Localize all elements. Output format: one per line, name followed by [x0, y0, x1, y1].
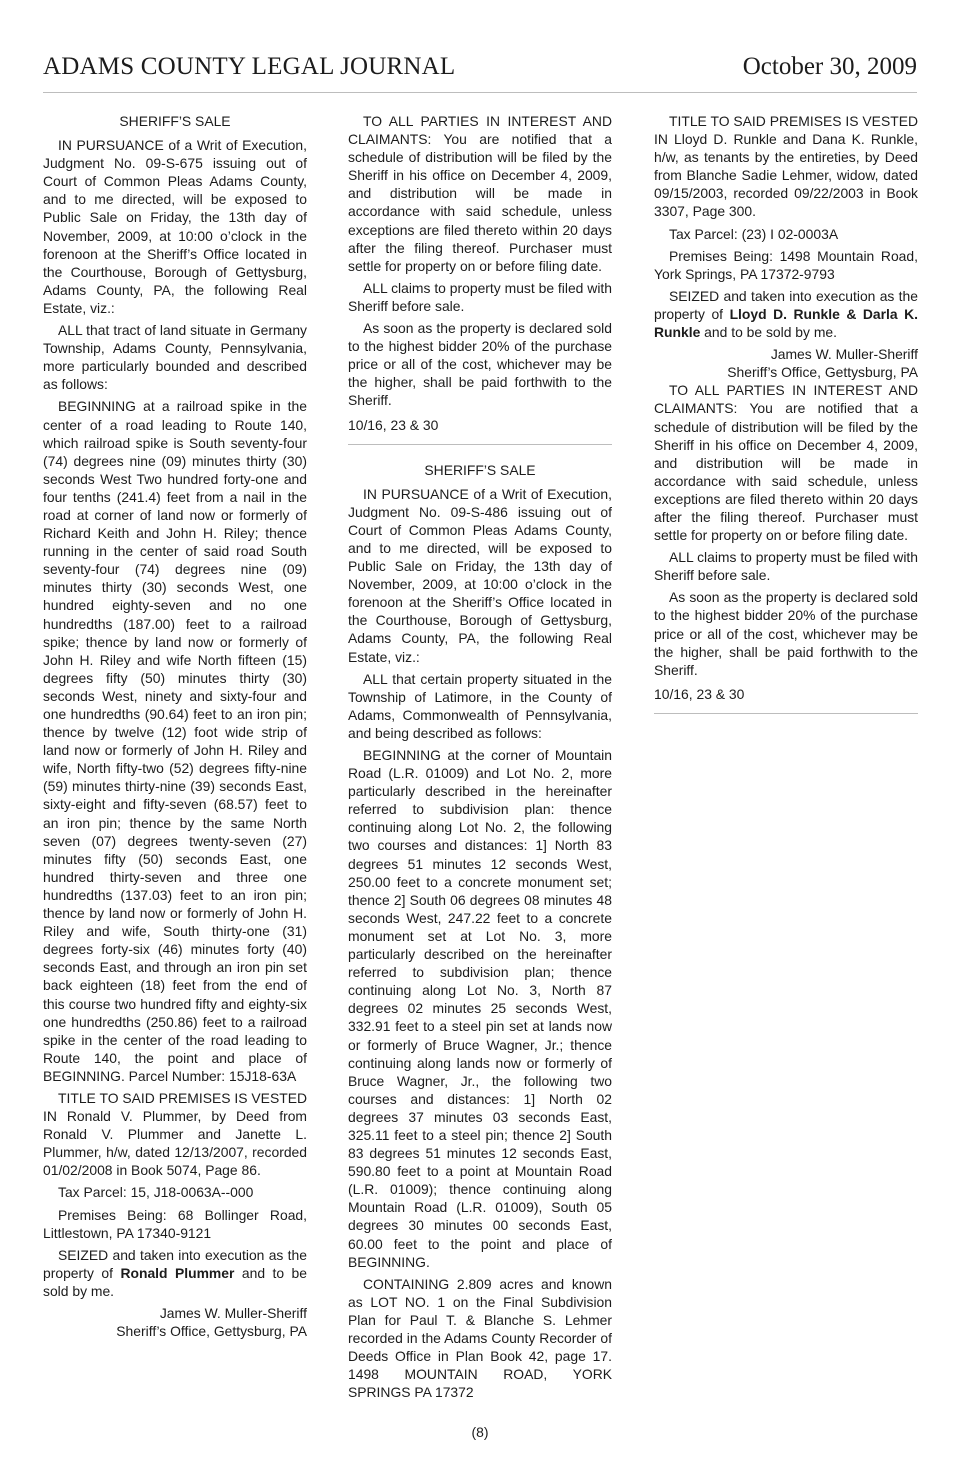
notice-2-tax-parcel: Tax Parcel: (23) I 02-0003A: [669, 225, 839, 242]
notice-2-property: ALL that certain property situated in the Township of Latimore, in the County of Adams, Commonwealth of Pennsylvania, and being described as follows:: [348, 670, 612, 741]
notice-1-parties: TO ALL PARTIES IN INTEREST AND CLAIMANTS: You are notified that a schedule of distribution will be filed by the Sheriff in his office on December 4, 2009, and distribution will be made in accordance with said schedule, unless exceptions are filed thereto within 20 days after the filing thereof. Purchaser must settle for property on or before filing date.: [348, 113, 612, 274]
notice-1-run-dates: 10/16, 23 & 30: [348, 416, 439, 433]
notice-2-run-dates: 10/16, 23 & 30: [654, 685, 745, 702]
notice-2-title: TITLE TO SAID PREMISES IS VESTED IN Lloyd D. Runkle and Dana K. Runkle, h/w, as tenants by the entireties, by Deed from Blanche Sadie Lehmer, widow, dated 09/15/2003, recorded 09/22/2003 in Book 3307, Page 300.: [654, 113, 918, 220]
notice-2-beginning: BEGINNING at the corner of Mountain Road (L.R. 01009) and Lot No. 2, more particularly described in the hereinafter referred to subdivision plan: thence continuing along Lot No. 2, the following two courses and distances: 1] North 83 degrees 51 minutes 12 seconds West, 250.00 feet to a concrete monument set; thence 2] South 06 degrees 08 minutes 48 seconds West, 247.22 feet to a concrete monument set at Lot No. 3, more particularly described on the hereinafter referred to subdivision plan; thence continuing along Lot No. 3, North 87 degrees 02 minutes 25 seconds West, 332.91 feet to a steel pin set at lands now or formerly of Bruce Wagner, Jr.; thence continuing along lands now or formerly of Bruce Wagner, Jr., the following two courses and distances: 1] North 02 degrees 37 minutes 03 seconds East, 325.11 feet to a steel pin; thence 2] South 83 degrees 51 minutes 12 seconds East, 590.80 feet to a point at Mountain Road (L.R. 01009); thence continuing along Mountain Road (L.R. 01009), South 05 degrees 30 minutes 00 seconds East, 60.00 feet to the point and place of BEGINNING.: [348, 747, 612, 1270]
notice-1-pursuance: IN PURSUANCE of a Writ of Execution, Judgment No. 09-S-675 issuing out of Court of Common Pleas Adams County, and to me directed, will be exposed to Public Sale on Friday, the 13th day of November, 2009, at 10:00 o’clock in the forenoon at the Sheriff’s Office located in the Courthouse, Borough of Gettysburg, Adams County, PA, the following Real Estate, viz.:: [43, 137, 307, 316]
notice-1-heading: SHERIFF’S SALE: [119, 113, 231, 129]
issue-date: October 30, 2009: [742, 53, 917, 80]
notice-divider: [348, 444, 612, 445]
notice-1-declared: As soon as the property is declared sold to the highest bidder 20% of the purchase price or all of the cost, whichever may be the higher, shall be paid forthwith to the Sheriff.: [348, 320, 612, 409]
notice-2-sheriff-name: James W. Muller-Sheriff: [770, 346, 918, 363]
notice-1-premises: Premises Being: 68 Bollinger Road, Littlestown, PA 17340-9121: [43, 1206, 307, 1241]
notice-2-containing: CONTAINING 2.809 acres and known as LOT NO. 1 on the Final Subdivision Plan for Paul T. & Blanche S. Lehmer recorded in the Adams County Recorder of Deeds Office in Plan Book 42, page 17. 1498 MOUNTAIN ROAD, YORK SPRINGS PA 17372: [348, 1275, 612, 1401]
notice-1-sheriff-name: James W. Muller-Sheriff: [159, 1305, 307, 1321]
notice-2-parties: TO ALL PARTIES IN INTEREST AND CLAIMANTS: You are notified that a schedule of distribution will be filed by the Sheriff in his office on December 4, 2009, and distribution will be made in accordance with said schedule, unless exceptions are filed thereto within 20 days after the filing thereof. Purchaser must settle for property on or before filing date.: [654, 382, 918, 544]
notice-1-defendant: Ronald Plummer: [120, 1264, 235, 1281]
notice-2-heading: SHERIFF’S SALE: [424, 461, 536, 478]
masthead: [43, 50, 917, 93]
notice-1-sheriff-office: Sheriff’s Office, Gettysburg, PA: [116, 1323, 307, 1340]
notice-1-title: TITLE TO SAID PREMISES IS VESTED IN Ronald V. Plummer, by Deed from Ronald V. Plummer and Janette L. Plummer, h/w, dated 12/13/2007, recorded 01/02/2008 in Book 5074, Page 86.: [43, 1089, 307, 1179]
page-number: (8): [471, 1424, 489, 1440]
notice-2-declared: As soon as the property is declared sold to the highest bidder 20% of the purchase price or all of the cost, whichever may be the higher, shall be paid forthwith to the Sheriff.: [654, 589, 918, 678]
notice-1-beginning: BEGINNING at a railroad spike in the center of a road leading to Route 140, which railroad spike is South seventy-four (74) degrees nine (09) minutes thirty (30) seconds West Two hundred forty-one and four tenths (241.4) feet from a nail in the road at corner of land now or formerly of Richard Keith and John H. Riley; thence running in the center of said road South seventy-four (74) degrees nine (09) minutes thirty (30) seconds West, one hundred eighty-seven and no one hundredths (187.00) feet to a railroad spike; thence by land now or formerly of John H. Riley and wife North fifteen (15) degrees fifty (50) minutes thirty (30) seconds West, ninety and sixty-four and one hundredths (90.64) feet to an iron pin; thence by twelve (12) foot wide strip of land now or formerly of John H. Riley and wife, North fifty-two (52) degrees fifty-nine (59) minutes thirty-nine (39) seconds East, sixty-eight and fifty-seven (68.57) feet to an iron pin; thence by the same North seven (07) degrees twenty-seven (27) minutes fifty (50) seconds East, one hundred thirty-seven and three one hundredths (137.03) feet to an iron pin; thence by land now or formerly of John H. Riley and wife, South thirty-one (31) degrees forty-six (46) minutes forty (40) seconds East, and through an iron pin set back eighteen (18) feet from the end of this course two hundred fifty and eighty-six one hundredths (250.86) feet to a railroad spike in the center of the road leading to Route 140, the point and place of BEGINNING. Parcel Number: 15J18-63A: [43, 398, 307, 1084]
notice-1-seized: SEIZED and taken into execution as the property of Ronald Plummer and to be sold by me.: [43, 1246, 307, 1299]
column-1: [43, 112, 307, 1340]
notice-2-sheriff-office: Sheriff’s Office, Gettysburg, PA: [727, 364, 918, 381]
notice-2-seized: SEIZED and taken into execution as the property of Lloyd D. Runkle & Darla K. Runkle and to be sold by me.: [654, 287, 918, 341]
notice-end-divider: [654, 713, 918, 714]
notice-2-pursuance: IN PURSUANCE of a Writ of Execution, Judgment No. 09-S-486 issuing out of Court of Common Pleas Adams County, and to me directed, will be exposed to Public Sale on Friday, the 13th day of November, 2009, at 10:00 o’clock in the forenoon at the Sheriff’s Office located in the Courthouse, Borough of Gettysburg, Adams County, PA, the following Real Estate, viz.:: [348, 485, 612, 665]
notice-1-claims: ALL claims to property must be filed with Sheriff before sale.: [348, 279, 612, 314]
notice-2-premises: Premises Being: 1498 Mountain Road, York Springs, PA 17372-9793: [654, 247, 918, 282]
notice-1-tract: ALL that tract of land situate in Germany Township, Adams County, Pennsylvania, more particularly bounded and described as follows:: [43, 322, 307, 393]
column-2: [348, 112, 612, 1405]
column-3: [654, 112, 918, 730]
notice-2-defendant: Lloyd D. Runkle & Darla K. Runkle: [654, 305, 918, 341]
notice-1-tax-parcel: Tax Parcel: 15, J18-0063A--000: [58, 1184, 254, 1201]
notice-2-claims: ALL claims to property must be filed with Sheriff before sale.: [654, 549, 918, 584]
journal-title: ADAMS COUNTY LEGAL JOURNAL: [43, 53, 456, 80]
